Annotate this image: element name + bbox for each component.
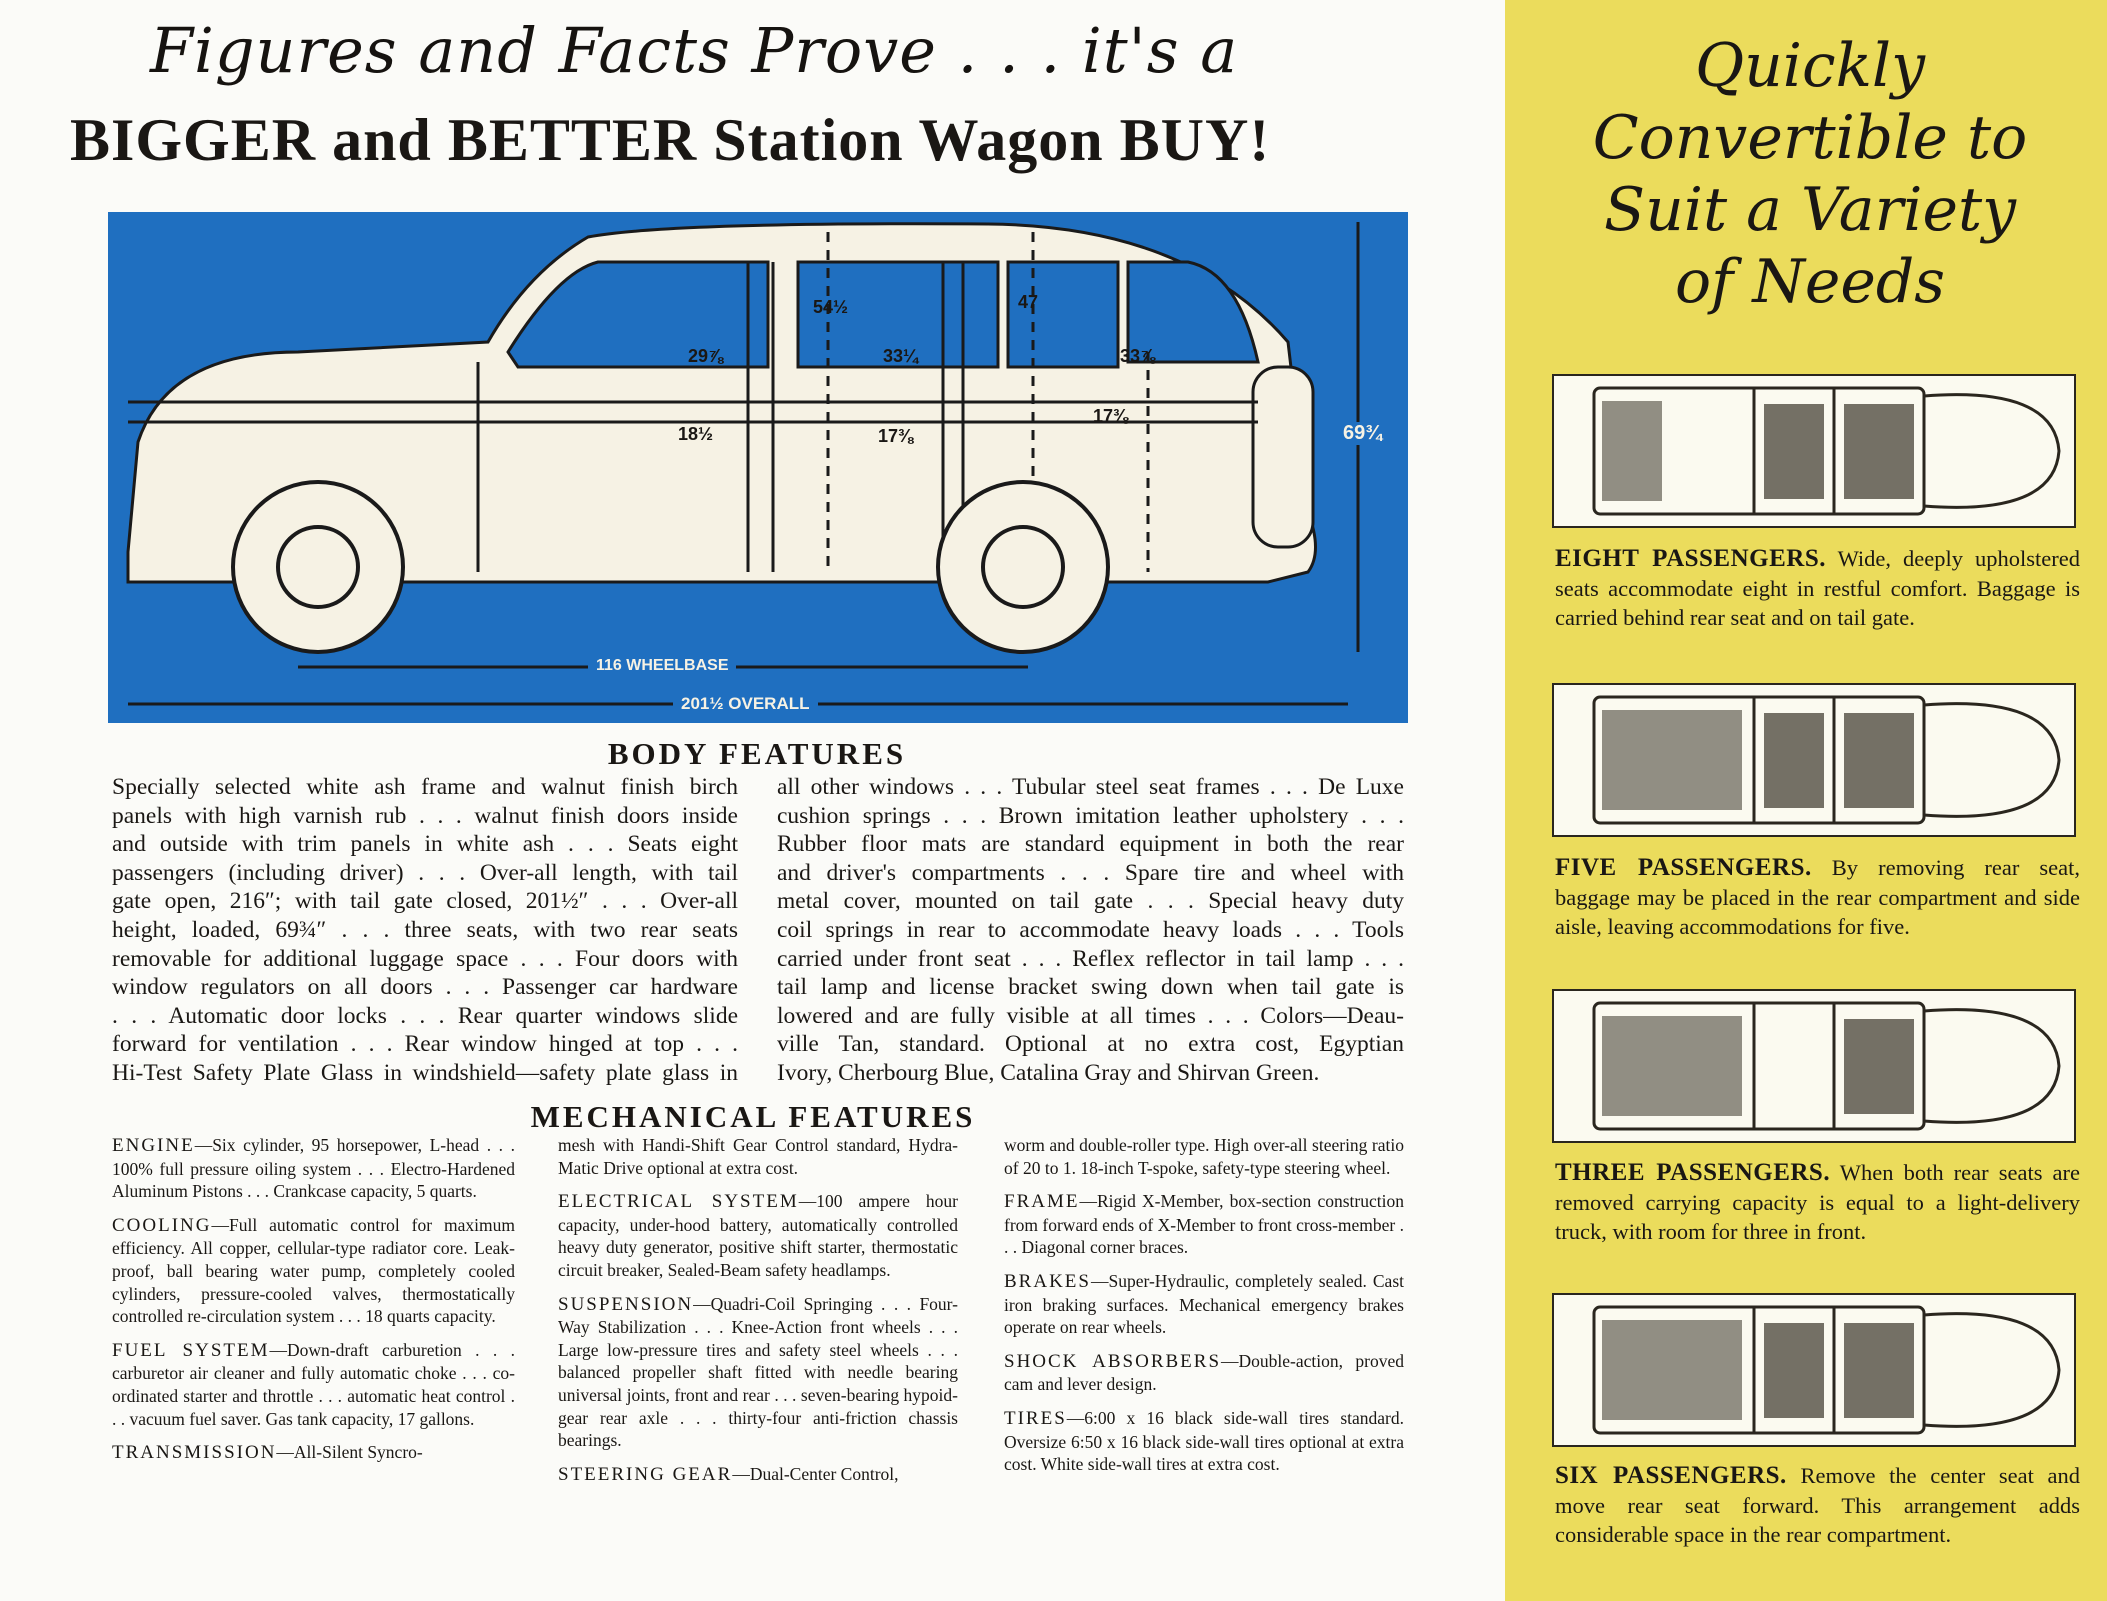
mechanical-feature-item <box>112 1339 515 1430</box>
mechanical-feature-item <box>112 1441 515 1465</box>
caption-text: By removing rear seat, baggage may be placed in the rear compartment and side aisle, leaving accommodations for five. <box>1555 855 2080 939</box>
script-line: of Needs <box>1674 247 1946 317</box>
script-line: Quickly <box>1694 31 1926 101</box>
seating-layout-illustration <box>1552 683 2076 837</box>
dimension-label: 54½ <box>813 297 849 317</box>
mechanical-feature-item <box>1004 1134 1404 1179</box>
feature-name: FUEL SYSTEM <box>112 1339 270 1361</box>
mechanical-features-heading: MECHANICAL FEATURES <box>530 1099 976 1134</box>
body-features-heading: BODY FEATURES <box>607 736 907 771</box>
title-part: ! <box>1249 107 1271 173</box>
wheelbase-label: 116 WHEELBASE <box>588 657 736 675</box>
body-text-line: gate open, 216″; with tail gate closed, 201½″ . . . Over-all <box>112 888 738 915</box>
seating-caption <box>1555 853 2080 942</box>
dimension-label: 47 <box>1018 292 1039 312</box>
mechanical-column-3 <box>1004 1134 1404 1487</box>
feature-description: —All-Silent Syncro- <box>276 1442 423 1463</box>
caption-title: THREE PASSENGERS. <box>1555 1159 1831 1186</box>
body-text-line: forward for ventilation . . . Rear window hinged at top . . . <box>112 1031 738 1058</box>
panel-script-heading <box>1525 30 2095 318</box>
feature-description: worm and double-roller type. High over-all steering ratio of 20 to 1. 18-inch T-spoke, safety-type steering wheel. <box>1004 1135 1404 1178</box>
body-text-line: coil springs in rear to accommodate heavy loads . . . Tools <box>777 916 1404 943</box>
body-text-line: ville Tan, standard. Optional at no extra cost, Egyptian <box>777 1031 1404 1058</box>
feature-name: ELECTRICAL SYSTEM <box>558 1191 799 1213</box>
feature-name: TIRES <box>1004 1407 1067 1429</box>
caption-text: When both rear seats are removed carrying capacity is equal to a light-delivery truck, with room for three in front. <box>1555 1160 2081 1244</box>
title-part: Station Wagon <box>697 107 1120 173</box>
conversion-panel <box>1505 0 2107 1601</box>
body-text-line: all other windows . . . Tubular steel seat frames . . . De Luxe <box>777 774 1404 800</box>
mechanical-feature-item <box>112 1134 515 1203</box>
caption-title: EIGHT PASSENGERS. <box>1555 545 1826 572</box>
station-wagon-diagram <box>108 212 1408 723</box>
feature-name: FRAME <box>1004 1191 1080 1213</box>
seating-caption <box>1555 1461 2080 1550</box>
seating-caption <box>1555 1158 2080 1247</box>
feature-description: —6:00 x 16 black side-wall tires standard. Oversize 6:50 x 16 black side-wall tires optional at extra cost. White side-wall tires at extra cost. <box>1004 1407 1404 1475</box>
seating-layout-illustration <box>1552 1293 2076 1447</box>
dimension-label: 33⅞ <box>1120 346 1156 366</box>
feature-description: —100 ampere hour capacity, under-hood battery, automatically controlled heavy duty generator, positive shift starter, thermostatic circuit breaker, Sealed-Beam safety headlamps. <box>558 1191 958 1280</box>
title-part: BIGGER <box>70 107 317 173</box>
body-text-line: carried under front seat . . . Reflex reflector in tail lamp . . . <box>777 945 1404 972</box>
feature-name: STEERING GEAR <box>558 1463 733 1485</box>
feature-description: —Down-draft carburetion . . . carburetor air cleaner and fully automatic choke . . . co-ordinated starter and throttle . . . automatic heat control . . . vacuum fuel saver. Gas tank capacity, 17 gallons. <box>112 1339 515 1429</box>
title-part: and <box>316 107 448 173</box>
body-text-line: panels with high varnish rub . . . walnut finish doors inside <box>112 802 738 829</box>
feature-name: TRANSMISSION <box>112 1442 277 1464</box>
body-text-line: . . . Automatic door locks . . . Rear quarter windows slide <box>112 1002 738 1029</box>
body-text-line: tail lamp and license bracket swing down when tail gate is <box>777 974 1404 1001</box>
body-features-left-column <box>112 773 738 1088</box>
dimension-label: 29⅞ <box>688 346 724 366</box>
body-text-line: lowered and are fully visible at all times . . . Colors—Deau- <box>777 1002 1404 1029</box>
feature-description: mesh with Handi-Shift Gear Control standard, Hydra-Matic Drive optional at extra cost. <box>558 1135 958 1178</box>
feature-description: —Six cylinder, 95 horsepower, L-head . . . 100% full pressure oiling system . . . Electro-Hardened Aluminum Pistons . . . Crankcase capacity, 5 quarts. <box>112 1135 515 1202</box>
feature-name: BRAKES <box>1004 1270 1091 1292</box>
title-part: BUY <box>1119 107 1250 173</box>
body-text-line: Hi-Test Safety Plate Glass in windshield—safety plate glass in <box>112 1059 738 1086</box>
dimension-label: 33¼ <box>883 346 919 366</box>
feature-name: SUSPENSION <box>558 1293 694 1315</box>
dimension-label: 18½ <box>678 424 714 444</box>
feature-name: SHOCK ABSORBERS <box>1004 1350 1222 1372</box>
overall-length-label: 201½ OVERALL <box>673 694 818 714</box>
body-features-right-column <box>777 773 1404 1088</box>
dimension-label: 17⅜ <box>878 426 914 446</box>
mechanical-feature-item <box>1004 1350 1404 1396</box>
body-text-line: Ivory, Cherbourg Blue, Catalina Gray and Shirvan Green. <box>777 1059 1320 1086</box>
mechanical-feature-item <box>1004 1407 1404 1476</box>
feature-description: —Quadri-Coil Springing . . . Four-Way Stabilization . . . Knee-Action front wheels . . . Large low-pressure tires and safety steel wheels . . . balanced propeller shaft fitted with needle bearing universal joints, front and rear . . . seven-bearing hypoid-gear rear axle . . . thirty-four anti-friction chassis bearings. <box>558 1293 958 1451</box>
caption-text: Wide, deeply upholstered seats accommodate eight in restful comfort. Baggage is carried behind rear seat and on tail gate. <box>1555 546 2080 630</box>
feature-description: —Full automatic control for maximum efficiency. All copper, cellular-type radiator core. Leak-proof, ball bearing water pump, completely cooled cylinders, pressure-cooled valves, thermostatically controlled re-circulation system . . . 18 quarts capacity. <box>112 1214 515 1327</box>
overall-height-label: 69¾ <box>1343 422 1382 444</box>
title-part: BETTER <box>447 107 698 173</box>
body-text-line: passengers (including driver) . . . Over-all length, with tail <box>112 859 738 886</box>
mechanical-feature-item <box>558 1293 958 1452</box>
body-text-line: Specially selected white ash frame and walnut finish birch <box>112 774 738 800</box>
body-text-line: window regulators on all doors . . . Passenger car hardware <box>112 974 738 1001</box>
mechanical-feature-item <box>558 1190 958 1281</box>
caption-title: FIVE PASSENGERS. <box>1555 854 1812 881</box>
feature-description: —Dual-Center Control, <box>732 1463 899 1484</box>
seating-caption <box>1555 544 2080 633</box>
seating-layout-illustration <box>1552 374 2076 528</box>
feature-name: ENGINE <box>112 1135 195 1156</box>
script-line: Convertible to <box>1592 103 2028 173</box>
caption-title: SIX PASSENGERS. <box>1555 1462 1787 1489</box>
body-text-line: Rubber floor mats are standard equipment in both the rear <box>777 831 1404 858</box>
seating-layout-illustration <box>1552 989 2076 1143</box>
body-text-line: metal cover, mounted on tail gate . . . Special heavy duty <box>777 888 1404 915</box>
body-text-line: cushion springs . . . Brown imitation leather upholstery . . . <box>777 802 1404 829</box>
main-headline <box>70 106 1450 175</box>
body-text-line: height, loaded, 69¾″ . . . three seats, with two rear seats <box>112 916 738 943</box>
script-line: Suit a Variety <box>1604 175 2016 245</box>
feature-description: —Super-Hydraulic, completely sealed. Cast iron braking surfaces. Mechanical emergency brakes operate on rear wheels. <box>1004 1270 1404 1338</box>
mechanical-feature-item <box>112 1214 515 1328</box>
caption-text: Remove the center seat and move rear seat forward. This arrangement adds considerable space in the rear compartment. <box>1555 1463 2081 1547</box>
mechanical-feature-item <box>558 1463 958 1487</box>
mechanical-column-2 <box>558 1134 958 1497</box>
body-text-line: and outside with trim panels in white ash . . . Seats eight <box>112 831 738 858</box>
feature-description: —Rigid X-Member, box-section construction from forward ends of X-Member to front cross-member . . . Diagonal corner braces. <box>1004 1191 1404 1258</box>
mechanical-feature-item <box>1004 1270 1404 1339</box>
feature-description: —Double-action, proved cam and lever design. <box>1004 1350 1404 1395</box>
mechanical-column-1 <box>112 1134 515 1476</box>
dimension-label: 17⅜ <box>1093 406 1129 426</box>
feature-name: COOLING <box>112 1214 212 1236</box>
mechanical-feature-item <box>1004 1190 1404 1259</box>
mechanical-feature-item <box>558 1134 958 1179</box>
car-drawing <box>108 212 1408 723</box>
body-text-line: removable for additional luggage space . . . Four doors with <box>112 945 738 972</box>
script-headline: Figures and Facts Prove . . . it's a <box>150 14 1239 87</box>
body-text-line: and driver's compartments . . . Spare tire and wheel with <box>777 859 1404 886</box>
